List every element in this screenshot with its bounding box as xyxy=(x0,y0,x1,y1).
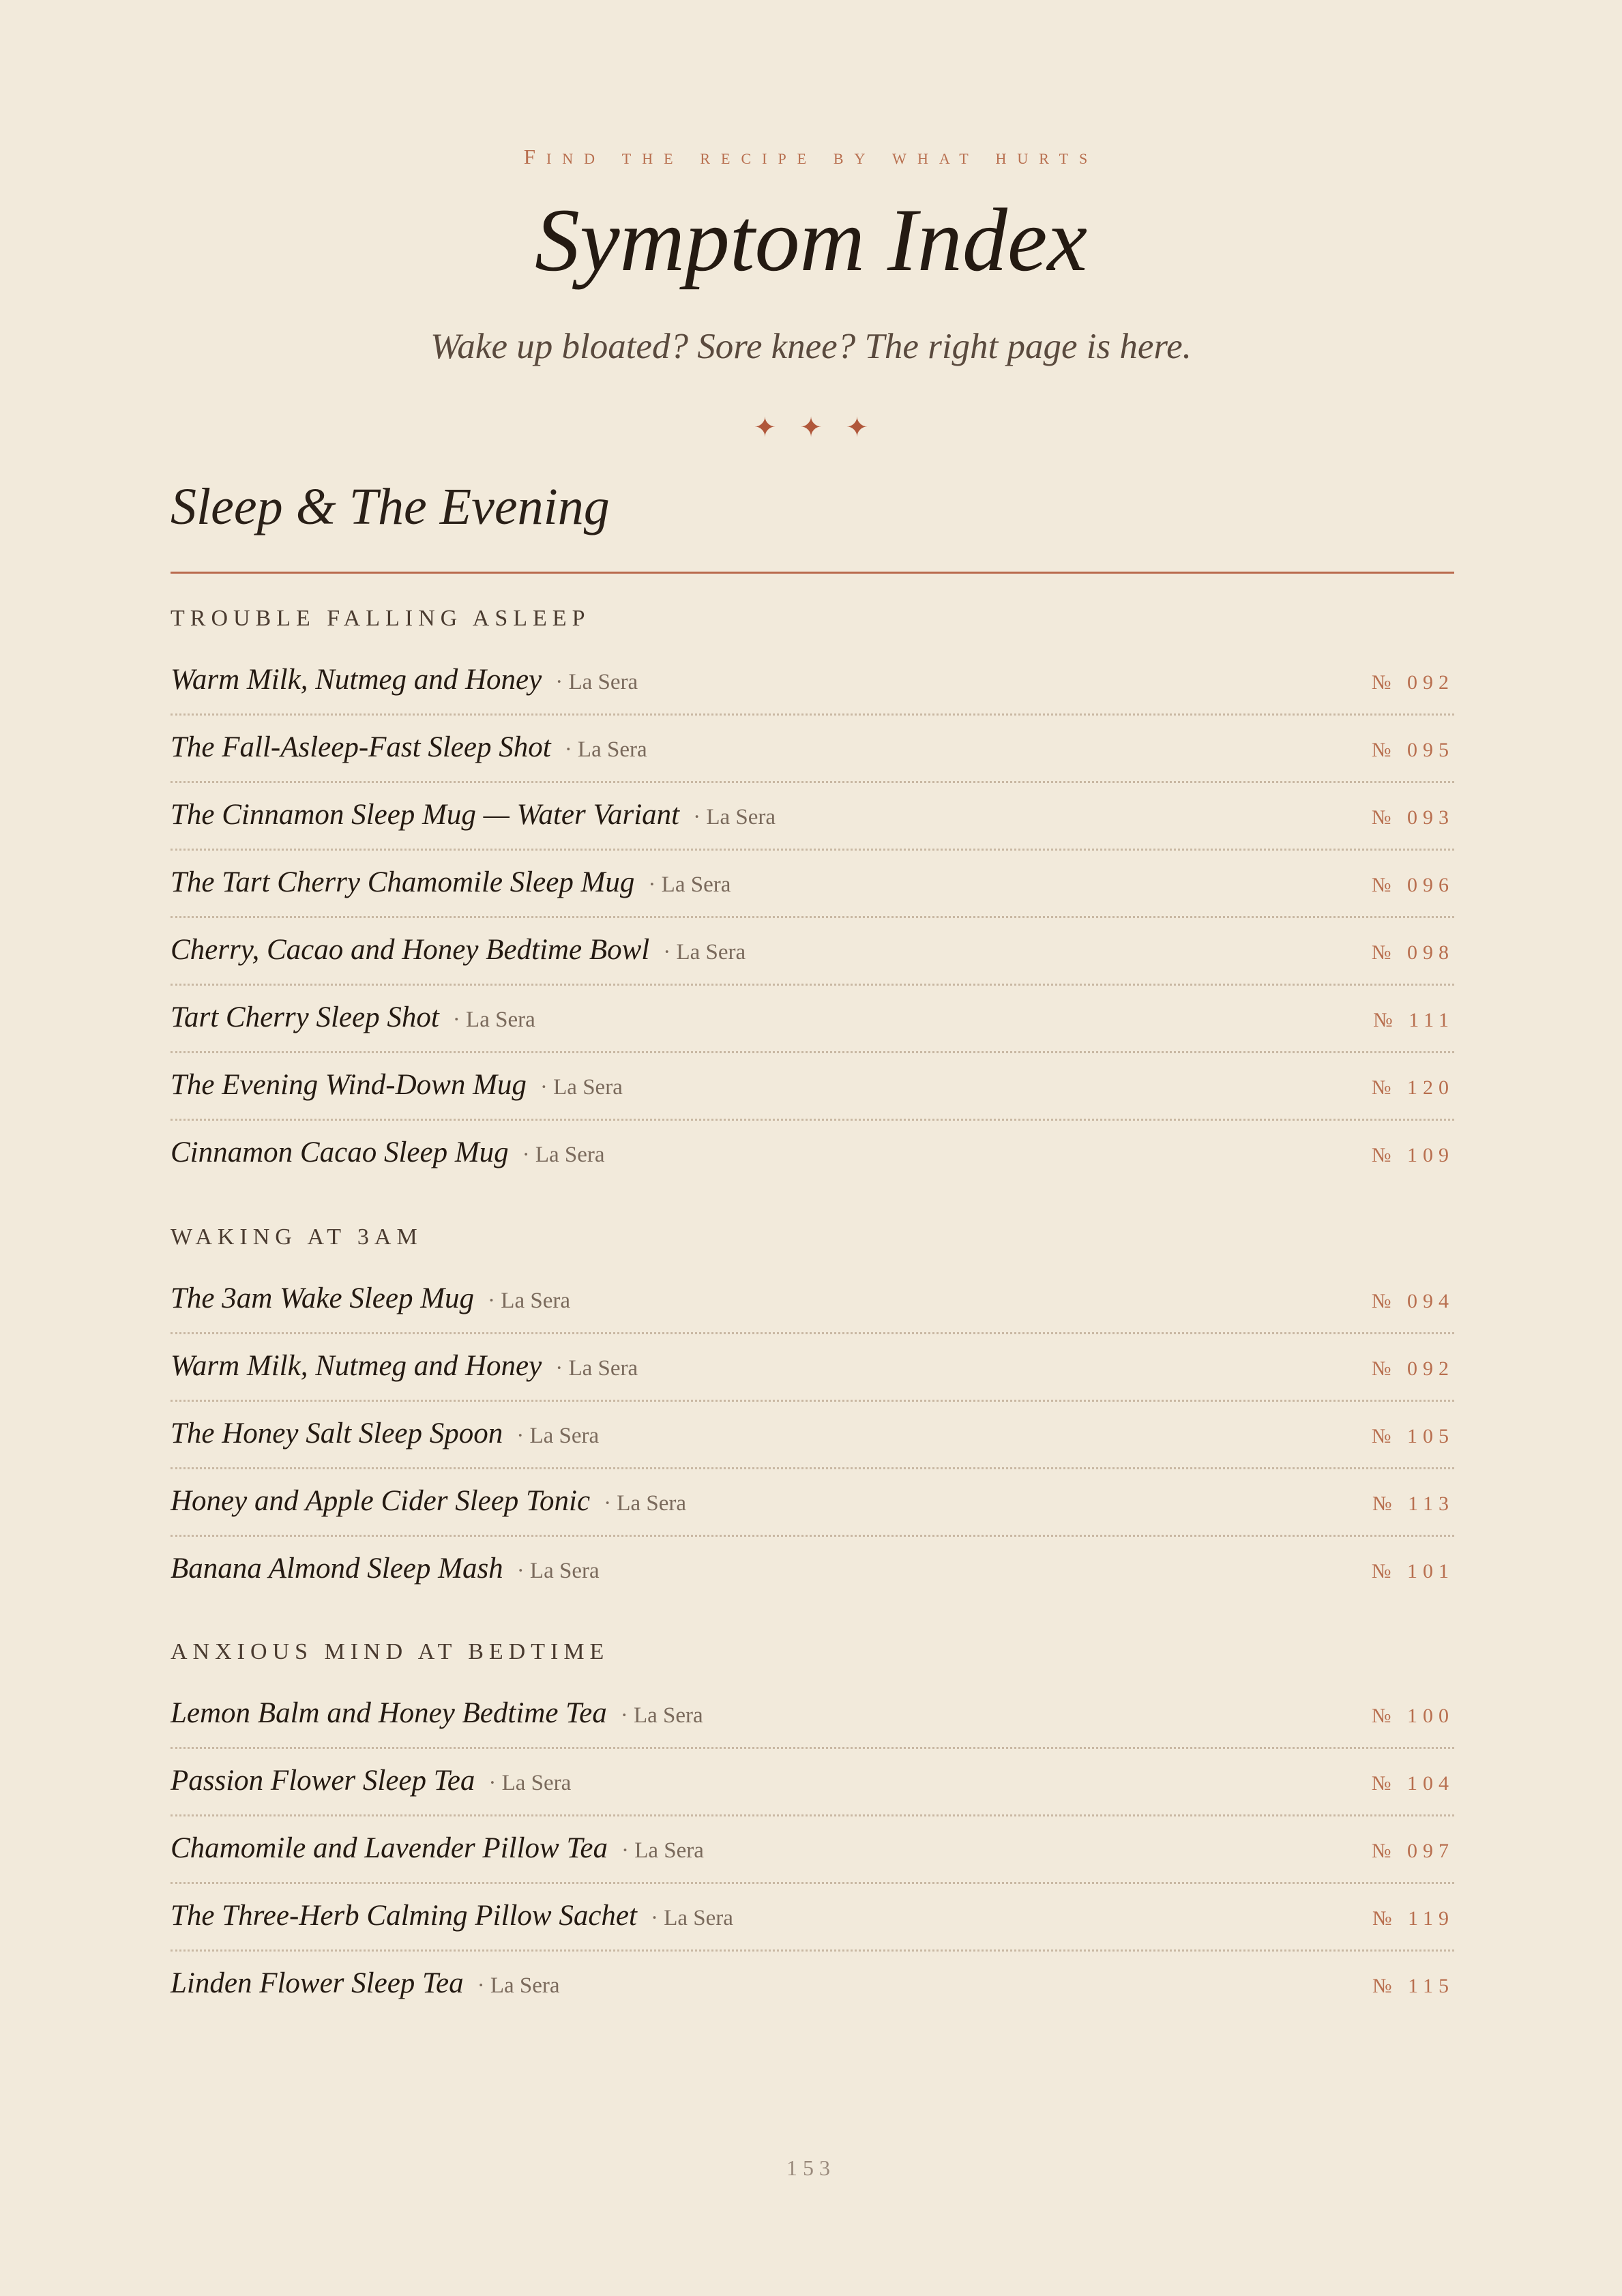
recipe-name xyxy=(171,663,638,696)
recipe-source: · La Sera xyxy=(663,940,746,965)
page-kicker: Find the recipe by what hurts xyxy=(523,145,1099,168)
recipe-source: · La Sera xyxy=(540,1075,623,1100)
recipe-title: Warm Milk, Nutmeg and Honey xyxy=(171,1350,542,1382)
recipe-number: № 111 xyxy=(1373,1009,1454,1031)
recipe-name xyxy=(171,1282,570,1315)
recipe-source: · La Sera xyxy=(564,737,647,762)
recipe-name xyxy=(171,798,776,831)
recipe-title: Cherry, Cacao and Honey Bedtime Bowl xyxy=(171,934,650,966)
recipe-entry[interactable] xyxy=(171,1749,1454,1816)
recipe-entry[interactable] xyxy=(171,851,1454,918)
recipe-name xyxy=(171,1552,600,1585)
recipe-source: · La Sera xyxy=(452,1007,535,1032)
recipe-entry[interactable] xyxy=(171,986,1454,1053)
recipe-number: № 119 xyxy=(1372,1907,1454,1930)
recipe-entry[interactable] xyxy=(171,1334,1454,1402)
star-icon: ✦ xyxy=(845,412,869,443)
recipe-entry[interactable] xyxy=(171,1537,1454,1604)
recipe-title: Chamomile and Lavender Pillow Tea xyxy=(171,1832,608,1864)
recipe-number: № 097 xyxy=(1371,1840,1454,1862)
star-icon: ✦ xyxy=(799,412,823,443)
recipe-name xyxy=(171,1349,638,1383)
recipe-source: · La Sera xyxy=(621,1838,704,1863)
recipe-entry[interactable] xyxy=(171,1121,1454,1188)
recipe-source: · La Sera xyxy=(648,872,731,897)
recipe-title: Banana Almond Sleep Mash xyxy=(171,1552,503,1585)
recipe-number: № 096 xyxy=(1371,874,1454,896)
recipe-title: The 3am Wake Sleep Mug xyxy=(171,1282,475,1314)
recipe-name xyxy=(171,1417,599,1450)
recipe-source: · La Sera xyxy=(516,1559,600,1583)
recipe-number: № 098 xyxy=(1371,941,1454,964)
recipe-name xyxy=(171,731,647,764)
recipe-number: № 092 xyxy=(1371,1357,1454,1380)
recipe-source: · La Sera xyxy=(477,1973,560,1998)
recipe-name xyxy=(171,1001,535,1034)
recipe-source: · La Sera xyxy=(522,1143,605,1167)
recipe-number: № 100 xyxy=(1371,1705,1454,1727)
page-number: 153 xyxy=(786,2155,836,2180)
recipe-entry[interactable] xyxy=(171,716,1454,783)
recipe-entry[interactable] xyxy=(171,648,1454,716)
recipe-number: № 115 xyxy=(1372,1975,1454,1997)
recipe-name xyxy=(171,1136,605,1169)
recipe-entry[interactable] xyxy=(171,1816,1454,1884)
recipe-name xyxy=(171,1068,623,1102)
recipe-number: № 105 xyxy=(1371,1425,1454,1447)
recipe-name xyxy=(171,1764,571,1797)
recipe-source: · La Sera xyxy=(693,805,776,829)
page-title: Symptom Index xyxy=(534,190,1088,290)
recipe-source: · La Sera xyxy=(555,670,638,694)
recipe-title: The Fall-Asleep-Fast Sleep Shot xyxy=(171,731,551,763)
recipe-source: · La Sera xyxy=(555,1356,638,1381)
star-ornament xyxy=(0,412,1622,443)
recipe-name xyxy=(171,1831,704,1865)
recipe-title: The Evening Wind-Down Mug xyxy=(171,1069,527,1101)
recipe-source: · La Sera xyxy=(620,1703,703,1728)
recipe-name xyxy=(171,866,731,899)
recipe-title: The Honey Salt Sleep Spoon xyxy=(171,1417,503,1449)
recipe-title: The Tart Cherry Chamomile Sleep Mug xyxy=(171,866,635,898)
recipe-entry[interactable] xyxy=(171,1267,1454,1334)
recipe-entry[interactable] xyxy=(171,1884,1454,1952)
star-icon: ✦ xyxy=(753,412,777,443)
recipe-title: Warm Milk, Nutmeg and Honey xyxy=(171,664,542,696)
recipe-entry[interactable] xyxy=(171,1053,1454,1121)
recipe-number: № 094 xyxy=(1371,1290,1454,1312)
recipe-title: Tart Cherry Sleep Shot xyxy=(171,1001,439,1033)
recipe-title: Passion Flower Sleep Tea xyxy=(171,1765,475,1797)
recipe-number: № 093 xyxy=(1371,806,1454,829)
recipe-entry[interactable] xyxy=(171,1402,1454,1469)
page-subtitle: Wake up bloated? Sore knee? The right page is here. xyxy=(430,327,1192,366)
recipe-number: № 104 xyxy=(1371,1772,1454,1795)
symptom-heading: TROUBLE FALLING ASLEEP xyxy=(171,606,591,631)
recipe-source: · La Sera xyxy=(488,1771,572,1795)
recipe-number: № 109 xyxy=(1371,1144,1454,1166)
recipe-source: · La Sera xyxy=(516,1424,600,1448)
recipe-entry[interactable] xyxy=(171,1952,1454,2019)
recipe-title: Cinnamon Cacao Sleep Mug xyxy=(171,1136,509,1168)
recipe-title: Linden Flower Sleep Tea xyxy=(171,1967,464,1999)
recipe-title: The Cinnamon Sleep Mug — Water Variant xyxy=(171,799,680,831)
recipe-name xyxy=(171,1967,560,2000)
symptom-heading: WAKING AT 3AM xyxy=(171,1224,423,1250)
recipe-number: № 095 xyxy=(1371,739,1454,761)
recipe-number: № 113 xyxy=(1372,1492,1454,1515)
recipe-number: № 101 xyxy=(1371,1560,1454,1583)
recipe-title: Honey and Apple Cider Sleep Tonic xyxy=(171,1485,591,1517)
section-title: Sleep & The Evening xyxy=(171,478,610,535)
recipe-entry[interactable] xyxy=(171,1681,1454,1749)
recipe-name xyxy=(171,1696,703,1730)
recipe-entry[interactable] xyxy=(171,918,1454,986)
recipe-name xyxy=(171,933,746,967)
recipe-title: The Three-Herb Calming Pillow Sachet xyxy=(171,1900,637,1932)
recipe-entry[interactable] xyxy=(171,783,1454,851)
symptom-heading: ANXIOUS MIND AT BEDTIME xyxy=(171,1639,610,1664)
section-divider xyxy=(171,572,1454,574)
recipe-entry[interactable] xyxy=(171,1469,1454,1537)
recipe-title: Lemon Balm and Honey Bedtime Tea xyxy=(171,1697,607,1729)
recipe-number: № 092 xyxy=(1371,671,1454,694)
recipe-name xyxy=(171,1899,733,1932)
recipe-source: · La Sera xyxy=(488,1289,570,1313)
recipe-name xyxy=(171,1484,686,1518)
recipe-number: № 120 xyxy=(1371,1076,1454,1099)
recipe-source: · La Sera xyxy=(604,1491,686,1516)
recipe-source: · La Sera xyxy=(650,1906,733,1930)
